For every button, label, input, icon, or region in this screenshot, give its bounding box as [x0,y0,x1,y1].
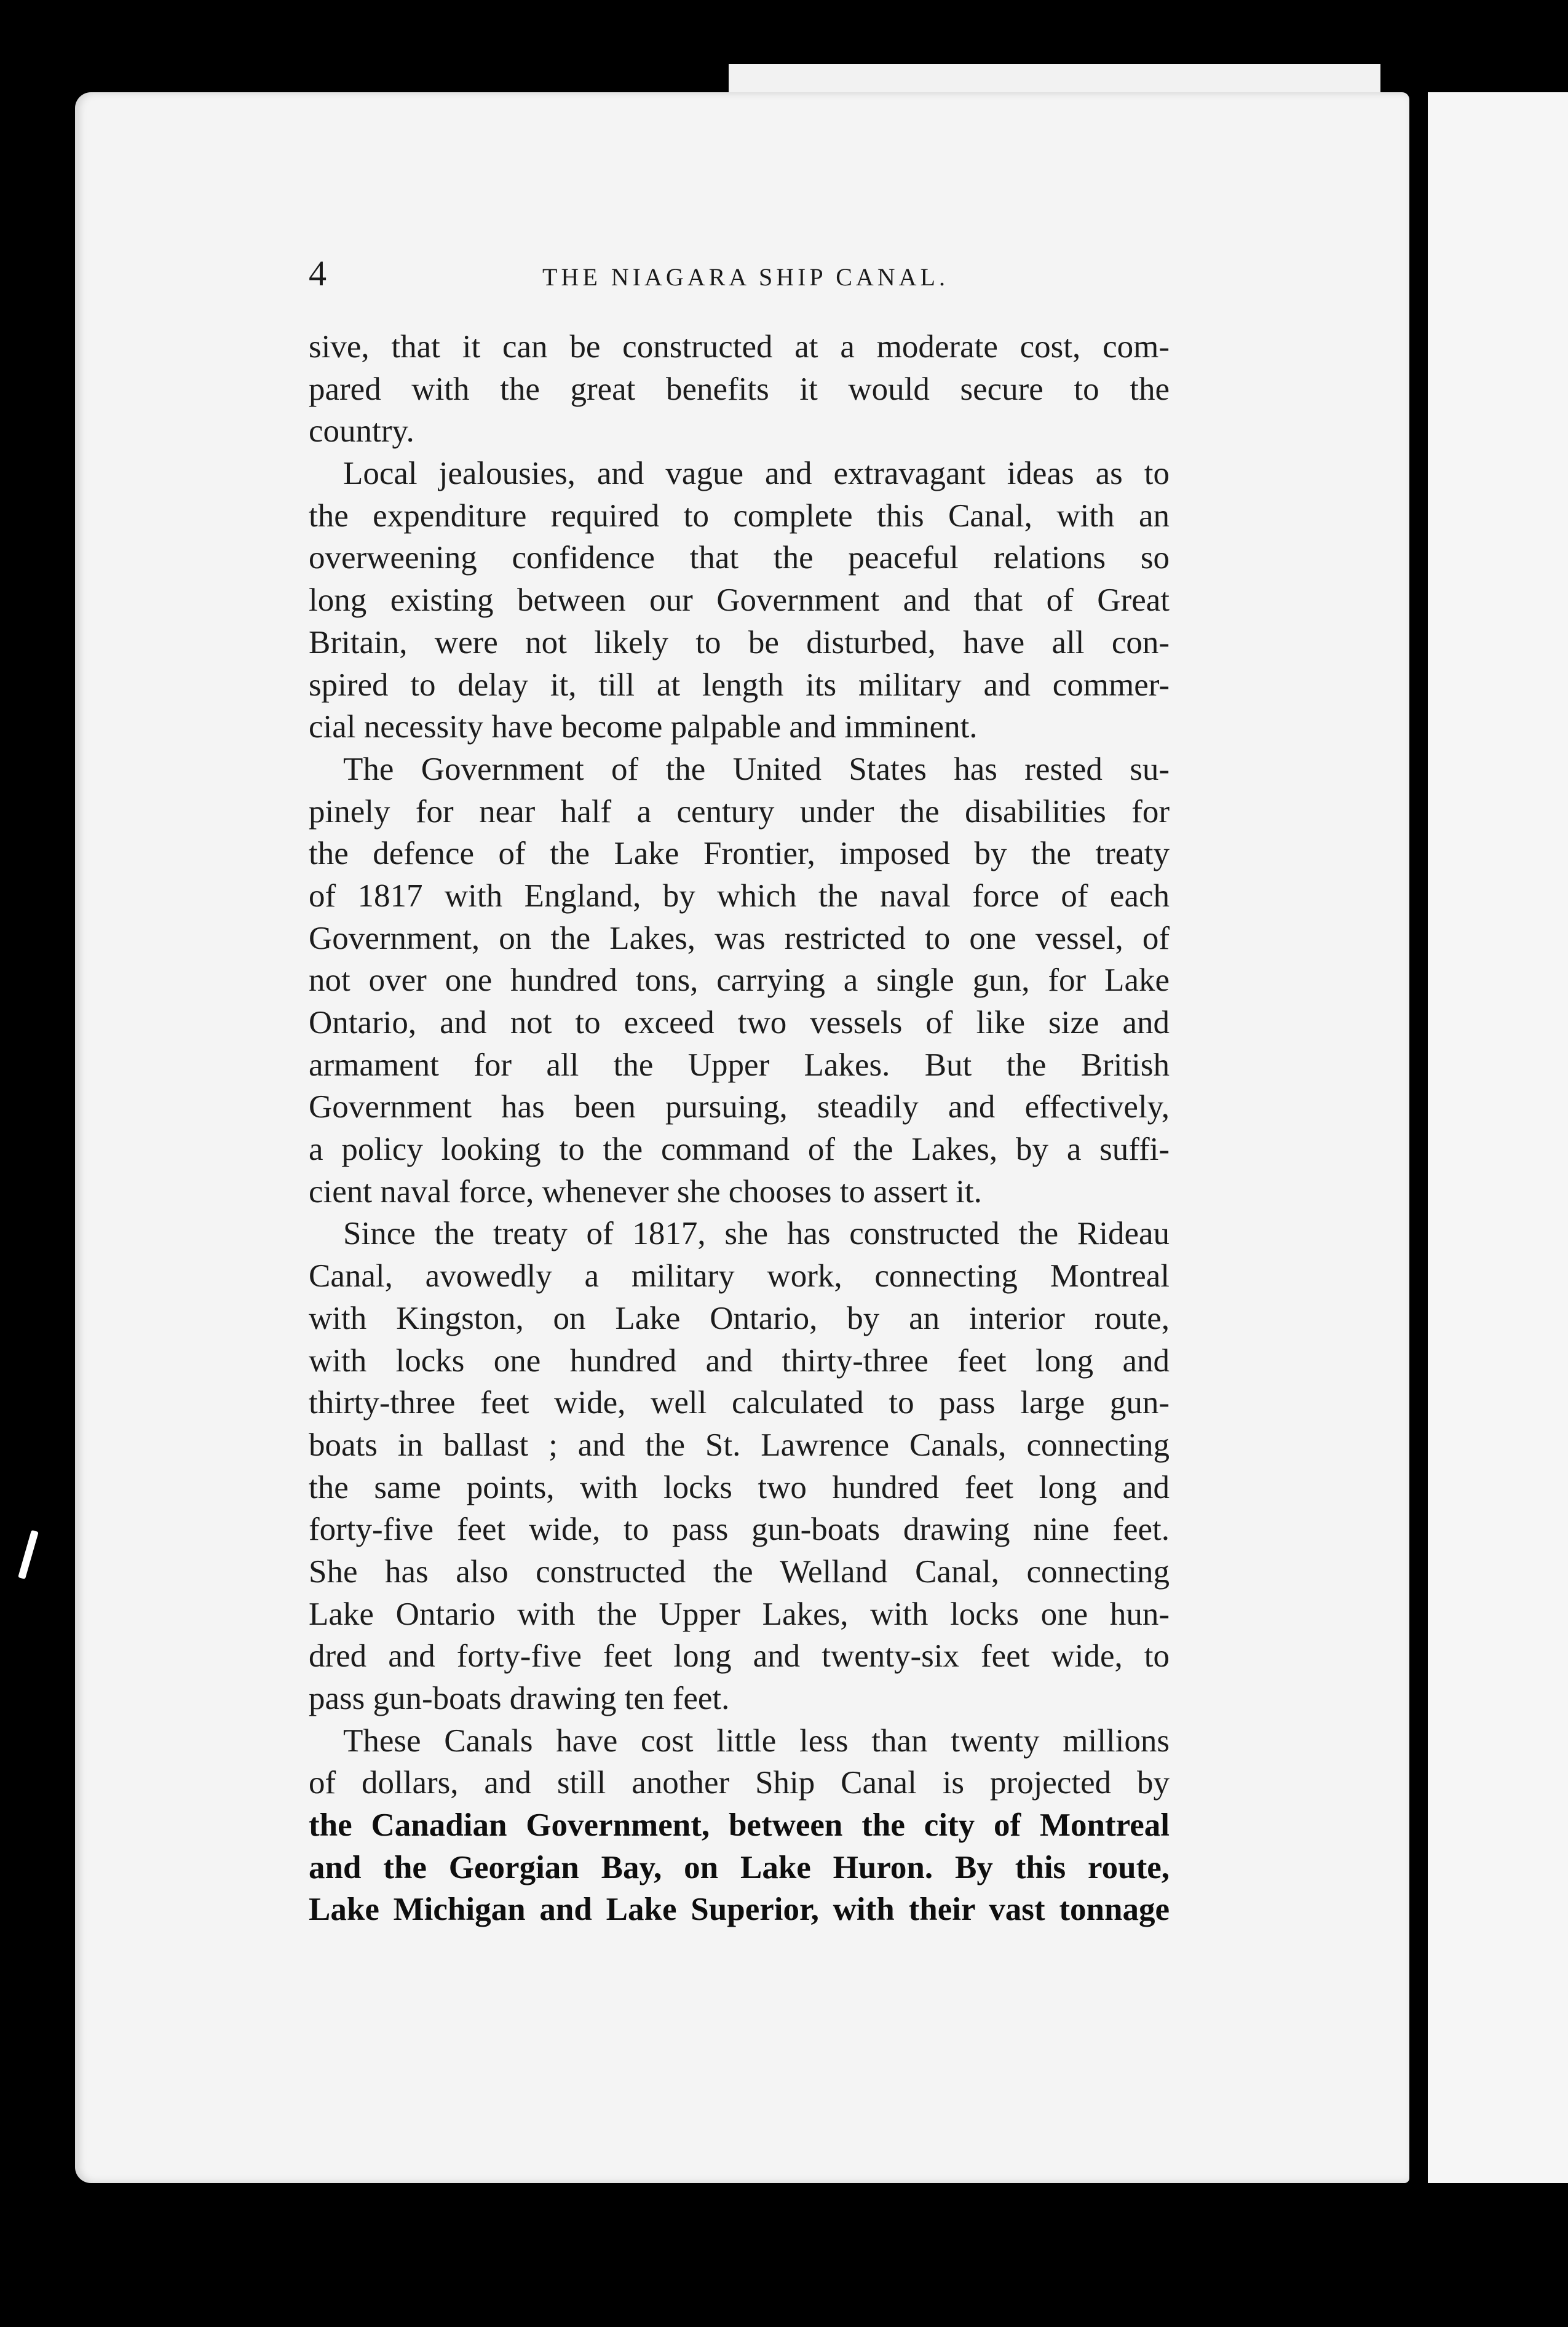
text-line: sive, that it can be constructed at a moderate cost, com- [309,329,1170,365]
body-text [309,326,1170,1931]
text-line: The Government of the United States has rested su- [343,751,1170,787]
text-line: pinely for near half a century under the disabilities for [309,793,1170,830]
text-line: Britain, were not likely to be disturbed, have all con- [309,624,1170,660]
text-line: cial necessity have become palpable and imminent. [309,709,978,745]
text-line: not over one hundred tons, carrying a single gun, for Lake [309,962,1170,999]
text-line: cient naval force, whenever she chooses to assert it. [309,1173,982,1210]
text-line: pared with the great benefits it would secure to the [309,371,1170,407]
text-line: Government has been pursuing, steadily and effectively, [309,1089,1170,1125]
text-line: boats in ballast ; and the St. Lawrence Canals, connecting [309,1427,1170,1463]
text-line: Ontario, and not to exceed two vessels of like size and [309,1005,1170,1041]
text-line: of dollars, and still another Ship Canal is projected by [309,1765,1170,1801]
text-line: pass gun-boats drawing ten feet. [309,1681,730,1716]
text-line: with locks one hundred and thirty-three feet long and [309,1342,1170,1379]
text-line: Since the treaty of 1817, she has constructed the Rideau [343,1216,1170,1252]
page-number: 4 [309,253,327,293]
text-line: Local jealousies, and vague and extravagant ideas as to [343,456,1170,492]
text-line: with Kingston, on Lake Ontario, by an interior route, [309,1300,1170,1336]
text-line: country. [309,413,414,450]
text-line: Canal, avowedly a military work, connecting Montreal [309,1258,1170,1294]
text-line: These Canals have cost little less than twenty millions [343,1722,1170,1759]
text-line: Lake Michigan and Lake Superior, with their vast tonnage [309,1892,1170,1928]
text-line: the same points, with locks two hundred feet long and [309,1469,1170,1505]
text-line: overweening confidence that the peaceful relations so [309,540,1170,576]
text-line: Government, on the Lakes, was restricted to one vessel, of [309,920,1170,956]
text-line: dred and forty-five feet long and twenty-six feet wide, to [309,1638,1170,1675]
text-line: the defence of the Lake Frontier, imposed by the treaty [309,836,1170,872]
running-title: THE NIAGARA SHIP CANAL. [542,263,949,291]
facing-page [1428,92,1568,2183]
text-line: the expenditure required to complete this Canal, with an [309,498,1170,534]
text-line: spired to delay it, till at length its military and commer- [309,667,1170,703]
running-head [309,252,1182,295]
text-line: a policy looking to the command of the Lakes, by a suffi- [309,1132,1170,1168]
text-line: armament for all the Upper Lakes. But the British [309,1047,1170,1083]
adjacent-page-edge [729,64,1380,94]
text-line: long existing between our Government and that of Great [309,582,1170,619]
text-line: and the Georgian Bay, on Lake Huron. By this route, [309,1849,1170,1885]
text-line: Lake Ontario with the Upper Lakes, with locks one hun- [309,1596,1170,1632]
page-gutter [1409,92,1428,2183]
text-line: She has also constructed the Welland Canal, connecting [309,1553,1170,1590]
text-line: forty-five feet wide, to pass gun-boats drawing nine feet. [309,1512,1170,1548]
text-line: of 1817 with England, by which the naval force of each [309,878,1170,914]
text-line: the Canadian Government, between the city of Montreal [309,1807,1170,1844]
text-line: thirty-three feet wide, well calculated to pass large gun- [309,1385,1170,1421]
margin-mark [18,1530,39,1579]
